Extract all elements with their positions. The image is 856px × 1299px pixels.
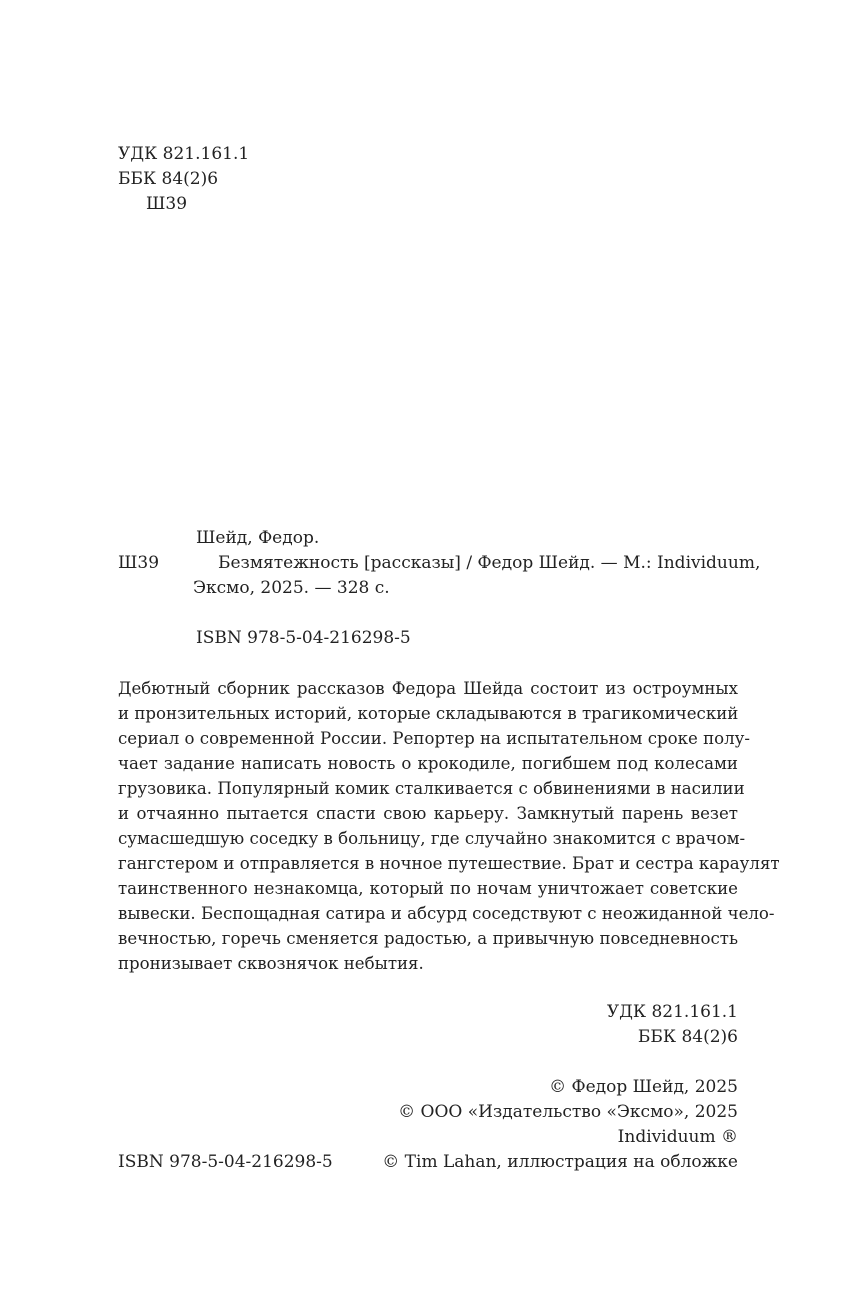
header-udk: УДК 821.161.1 [118, 144, 250, 164]
annotation-line: гангстером и отправляется в ночное путешествие. Брат и сестра караулят [118, 854, 780, 873]
catalog-title-line1: Безмятежность [рассказы] / Федор Шейд. — М.: Individuum, [218, 553, 761, 573]
catalog-mark: Ш39 [118, 553, 160, 573]
header-bbk: ББК 84(2)6 [118, 169, 219, 189]
annotation-line: пронизывает сквознячок небытия. [118, 954, 424, 973]
annotation-paragraph [118, 676, 780, 976]
classification-bbk: ББК 84(2)6 [637, 1027, 738, 1047]
annotation-line: таинственного незнакомца, который по ночам уничтожает советские [118, 879, 738, 898]
footer-isbn: ISBN 978-5-04-216298-5 [118, 1152, 333, 1172]
annotation-line: чает задание написать новость о крокодиле, погибшем под колесами [118, 754, 738, 773]
annotation-line: Дебютный сборник рассказов Федора Шейда состоит из остроумных [118, 679, 738, 698]
catalog-author: Шейд, Федор. [196, 528, 320, 548]
catalog-isbn: ISBN 978-5-04-216298-5 [196, 628, 411, 648]
annotation-line: вывески. Беспощадная сатира и абсурд соседствуют с неожиданной чело- [118, 904, 775, 923]
copyright-author: © Федор Шейд, 2025 [549, 1077, 738, 1097]
annotation-line: сериал о современной России. Репортер на испытательном сроке полу- [118, 729, 751, 748]
catalog-title-line2: Эксмо, 2025. — 328 с. [193, 578, 390, 598]
annotation-line: вечностью, горечь сменяется радостью, а привычную повседневность [118, 929, 738, 948]
annotation-line: грузовика. Популярный комик сталкивается с обвинениями в насилии [118, 779, 745, 798]
annotation-line: и отчаянно пытается спасти свою карьеру. Замкнутый парень везет [118, 804, 738, 823]
classification-udk: УДК 821.161.1 [606, 1002, 738, 1022]
header-author-mark: Ш39 [146, 194, 188, 214]
annotation-line: сумасшедшую соседку в больницу, где случайно знакомится с врачом- [118, 829, 746, 848]
copyright-imprint: Individuum ® [617, 1127, 738, 1147]
copyright-publisher: © ООО «Издательство «Эксмо», 2025 [398, 1102, 738, 1122]
annotation-line: и пронзительных историй, которые складываются в трагикомический [118, 704, 739, 723]
copyright-illustration: © Tim Lahan, иллюстрация на обложке [382, 1152, 738, 1172]
